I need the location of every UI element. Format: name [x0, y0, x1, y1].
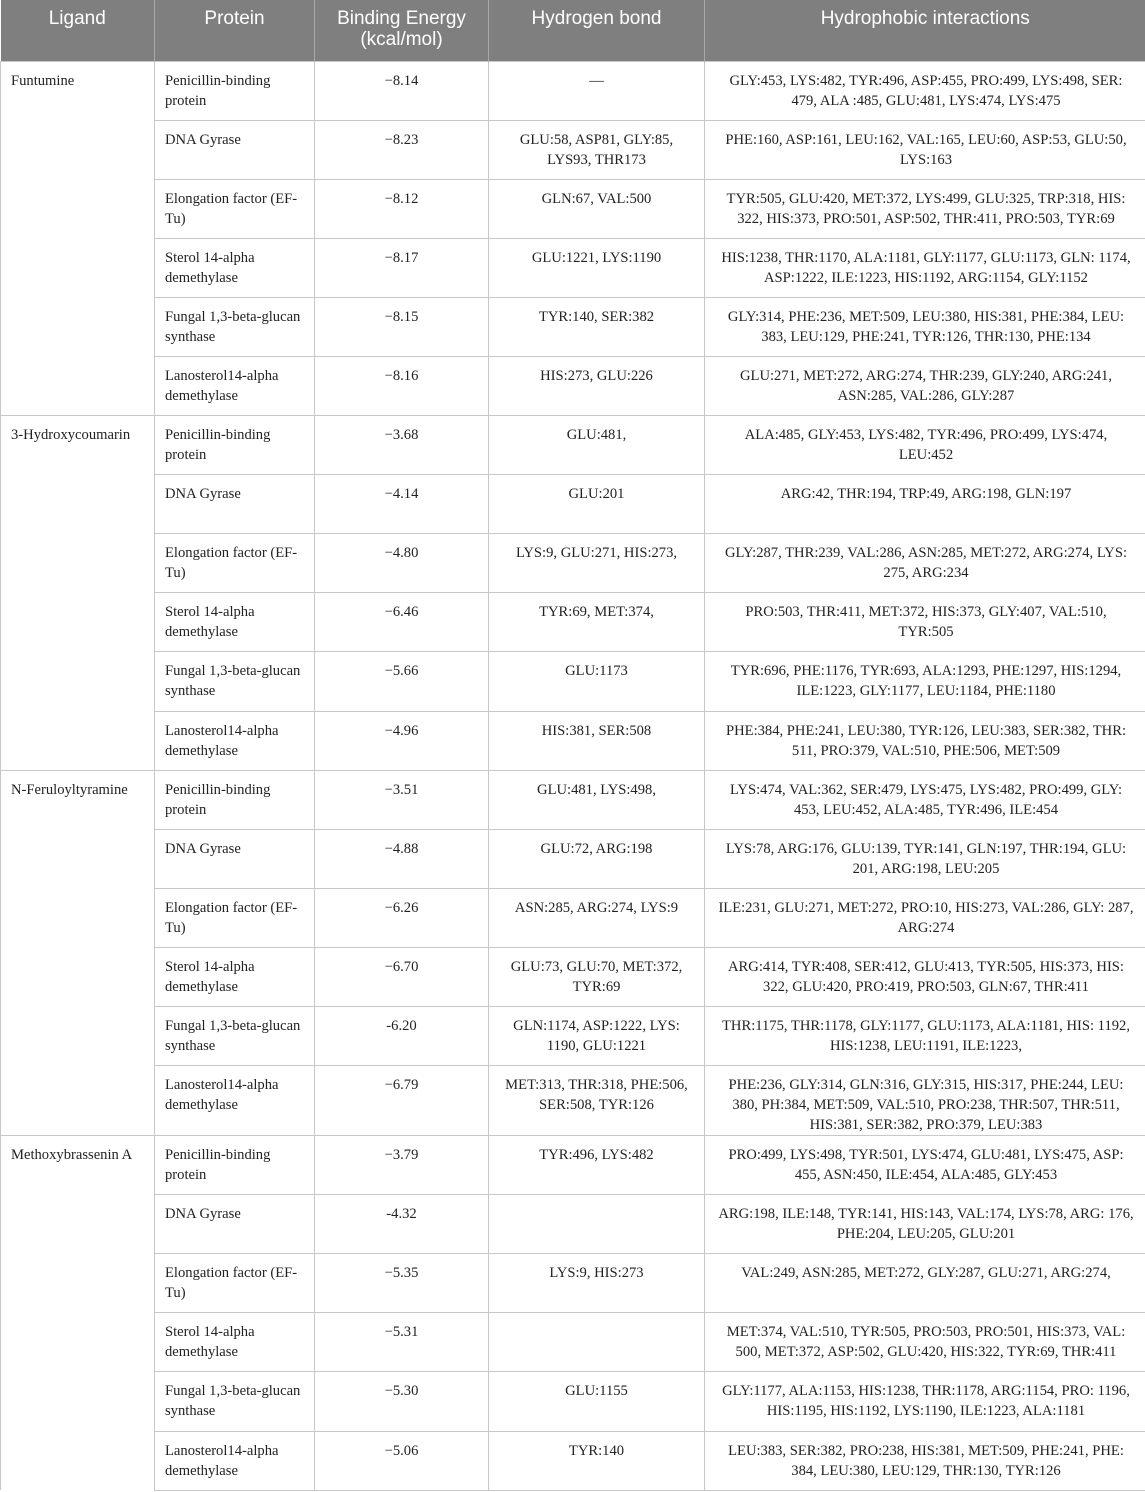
hydrogen-bond-cell: GLU:1155 [489, 1372, 705, 1431]
binding-energy-cell: −8.12 [315, 179, 489, 238]
binding-energy-cell: −8.16 [315, 356, 489, 415]
protein-cell: Sterol 14-alpha demethylase [155, 238, 315, 297]
header-binding-energy: Binding Energy (kcal/mol) [315, 0, 489, 61]
table-row [1, 652, 1145, 711]
binding-energy-cell: −6.46 [315, 593, 489, 652]
hydrophobic-interactions-cell: ARG:414, TYR:408, SER:412, GLU:413, TYR:505, HIS:373, HIS: 322, GLU:420, PRO:419, PRO:503, GLN:67, THR:411 [705, 947, 1145, 1006]
binding-energy-cell: -4.32 [315, 1195, 489, 1254]
hydrophobic-interactions-cell: PHE:384, PHE:241, LEU:380, TYR:126, LEU:383, SER:382, THR: 511, PRO:379, VAL:510, PHE:506, MET:509 [705, 711, 1145, 770]
binding-energy-cell: −5.31 [315, 1313, 489, 1372]
hydrophobic-interactions-cell: ALA:485, GLY:453, LYS:482, TYR:496, PRO:499, LYS:474, LEU:452 [705, 416, 1145, 475]
binding-energy-cell: −4.88 [315, 829, 489, 888]
binding-energy-cell: −8.17 [315, 238, 489, 297]
hydrophobic-interactions-cell: ILE:231, GLU:271, MET:272, PRO:10, HIS:273, VAL:286, GLY: 287, ARG:274 [705, 888, 1145, 947]
table-row [1, 238, 1145, 297]
hydrogen-bond-cell: TYR:140, SER:382 [489, 297, 705, 356]
hydrogen-bond-cell: — [489, 61, 705, 120]
hydrogen-bond-cell: TYR:69, MET:374, [489, 593, 705, 652]
table-row [1, 770, 1145, 829]
ligand-cell: 3-Hydroxycoumarin [1, 416, 155, 771]
hydrogen-bond-cell: GLU:73, GLU:70, MET:372, TYR:69 [489, 947, 705, 1006]
table-row [1, 711, 1145, 770]
table-row [1, 1372, 1145, 1431]
hydrogen-bond-cell: GLU:201 [489, 475, 705, 534]
protein-cell: Sterol 14-alpha demethylase [155, 947, 315, 1006]
protein-cell: Fungal 1,3-beta-glucan synthase [155, 1007, 315, 1066]
binding-energy-cell: −8.14 [315, 61, 489, 120]
hydrophobic-interactions-cell: THR:1175, THR:1178, GLY:1177, GLU:1173, ALA:1181, HIS: 1192, HIS:1238, LEU:1191, ILE:1223, [705, 1007, 1145, 1066]
table-row [1, 297, 1145, 356]
hydrophobic-interactions-cell: HIS:1238, THR:1170, ALA:1181, GLY:1177, GLU:1173, GLN: 1174, ASP:1222, ILE:1223, HIS:1192, ARG:1154, GLY:1152 [705, 238, 1145, 297]
binding-energy-cell: −3.79 [315, 1136, 489, 1195]
binding-energy-cell: −6.70 [315, 947, 489, 1006]
header-row [1, 0, 1145, 61]
hydrogen-bond-cell: ASN:285, ARG:274, LYS:9 [489, 888, 705, 947]
ligand-cell: N-Feruloyltyramine [1, 770, 155, 1135]
hydrogen-bond-cell: GLN:1174, ASP:1222, LYS: 1190, GLU:1221 [489, 1007, 705, 1066]
table-body [1, 61, 1145, 1490]
table-row [1, 888, 1145, 947]
protein-cell: Lanosterol14-alpha demethylase [155, 711, 315, 770]
binding-energy-cell: −6.79 [315, 1066, 489, 1136]
protein-cell: Elongation factor (EF-Tu) [155, 1254, 315, 1313]
ligand-cell: Funtumine [1, 61, 155, 416]
table-row [1, 1007, 1145, 1066]
table-row [1, 416, 1145, 475]
binding-energy-cell: −4.14 [315, 475, 489, 534]
binding-energy-cell: −8.23 [315, 120, 489, 179]
hydrogen-bond-cell: GLN:67, VAL:500 [489, 179, 705, 238]
table-row [1, 829, 1145, 888]
hydrogen-bond-cell: GLU:58, ASP81, GLY:85, LYS93, THR173 [489, 120, 705, 179]
protein-cell: Elongation factor (EF-Tu) [155, 534, 315, 593]
hydrogen-bond-cell: TYR:496, LYS:482 [489, 1136, 705, 1195]
protein-cell: DNA Gyrase [155, 475, 315, 534]
hydrophobic-interactions-cell: LYS:78, ARG:176, GLU:139, TYR:141, GLN:197, THR:194, GLU: 201, ARG:198, LEU:205 [705, 829, 1145, 888]
table-row [1, 120, 1145, 179]
hydrophobic-interactions-cell: ARG:42, THR:194, TRP:49, ARG:198, GLN:197 [705, 475, 1145, 534]
hydrogen-bond-cell: GLU:481, [489, 416, 705, 475]
binding-energy-cell: −4.96 [315, 711, 489, 770]
table-row [1, 947, 1145, 1006]
hydrogen-bond-cell: GLU:1173 [489, 652, 705, 711]
hydrophobic-interactions-cell: GLY:1177, ALA:1153, HIS:1238, THR:1178, ARG:1154, PRO: 1196, HIS:1195, HIS:1192, LYS:1190, ILE:1223, ALA:1181 [705, 1372, 1145, 1431]
hydrophobic-interactions-cell: PHE:236, GLY:314, GLN:316, GLY:315, HIS:317, PHE:244, LEU: 380, PH:384, MET:509, VAL:510, PRO:238, THR:507, THR:511, HIS:381, SER:382, PRO:379, LEU:383 [705, 1066, 1145, 1136]
table-row [1, 1431, 1145, 1490]
hydrophobic-interactions-cell: MET:374, VAL:510, TYR:505, PRO:503, PRO:501, HIS:373, VAL: 500, MET:372, ASP:502, GLU:420, HIS:322, TYR:69, THR:411 [705, 1313, 1145, 1372]
protein-cell: Penicillin-binding protein [155, 416, 315, 475]
hydrophobic-interactions-cell: GLY:453, LYS:482, TYR:496, ASP:455, PRO:499, LYS:498, SER: 479, ALA :485, GLU:481, LYS:474, LYS:475 [705, 61, 1145, 120]
protein-cell: Elongation factor (EF-Tu) [155, 179, 315, 238]
table-row [1, 1136, 1145, 1195]
protein-cell: Fungal 1,3-beta-glucan synthase [155, 297, 315, 356]
protein-cell: Lanosterol14-alpha demethylase [155, 1066, 315, 1136]
protein-cell: DNA Gyrase [155, 120, 315, 179]
hydrogen-bond-cell: GLU:1221, LYS:1190 [489, 238, 705, 297]
protein-cell: Elongation factor (EF-Tu) [155, 888, 315, 947]
binding-energy-cell: −5.30 [315, 1372, 489, 1431]
table-row [1, 179, 1145, 238]
table-row [1, 1066, 1145, 1136]
table-row [1, 1195, 1145, 1254]
hydrophobic-interactions-cell: VAL:249, ASN:285, MET:272, GLY:287, GLU:271, ARG:274, [705, 1254, 1145, 1313]
protein-cell: Fungal 1,3-beta-glucan synthase [155, 1372, 315, 1431]
hydrogen-bond-cell: LYS:9, HIS:273 [489, 1254, 705, 1313]
hydrogen-bond-cell: GLU:72, ARG:198 [489, 829, 705, 888]
protein-cell: DNA Gyrase [155, 829, 315, 888]
hydrogen-bond-cell: MET:313, THR:318, PHE:506, SER:508, TYR:126 [489, 1066, 705, 1136]
binding-energy-cell: −3.68 [315, 416, 489, 475]
table-row [1, 593, 1145, 652]
header-protein: Protein [155, 0, 315, 61]
binding-energy-cell: −4.80 [315, 534, 489, 593]
binding-energy-cell: −5.66 [315, 652, 489, 711]
ligand-cell: Methoxybrassenin A [1, 1136, 155, 1491]
hydrophobic-interactions-cell: PRO:503, THR:411, MET:372, HIS:373, GLY:407, VAL:510, TYR:505 [705, 593, 1145, 652]
table-row [1, 356, 1145, 415]
table-row [1, 1254, 1145, 1313]
hydrophobic-interactions-cell: TYR:696, PHE:1176, TYR:693, ALA:1293, PHE:1297, HIS:1294, ILE:1223, GLY:1177, LEU:1184, PHE:1180 [705, 652, 1145, 711]
table-row [1, 61, 1145, 120]
hydrogen-bond-cell: GLU:481, LYS:498, [489, 770, 705, 829]
hydrogen-bond-cell [489, 1195, 705, 1254]
hydrophobic-interactions-cell: LYS:474, VAL:362, SER:479, LYS:475, LYS:482, PRO:499, GLY: 453, LEU:452, ALA:485, TYR:496, ILE:454 [705, 770, 1145, 829]
hydrophobic-interactions-cell: PHE:160, ASP:161, LEU:162, VAL:165, LEU:60, ASP:53, GLU:50, LYS:163 [705, 120, 1145, 179]
header-hydrogen-bond: Hydrogen bond [489, 0, 705, 61]
hydrophobic-interactions-cell: GLY:287, THR:239, VAL:286, ASN:285, MET:272, ARG:274, LYS: 275, ARG:234 [705, 534, 1145, 593]
protein-cell: Fungal 1,3-beta-glucan synthase [155, 652, 315, 711]
table-row [1, 475, 1145, 534]
protein-cell: Sterol 14-alpha demethylase [155, 593, 315, 652]
hydrophobic-interactions-cell: GLY:314, PHE:236, MET:509, LEU:380, HIS:381, PHE:384, LEU: 383, LEU:129, PHE:241, TYR:126, THR:130, PHE:134 [705, 297, 1145, 356]
protein-cell: Sterol 14-alpha demethylase [155, 1313, 315, 1372]
protein-cell: Lanosterol14-alpha demethylase [155, 1431, 315, 1490]
hydrophobic-interactions-cell: LEU:383, SER:382, PRO:238, HIS:381, MET:509, PHE:241, PHE: 384, LEU:380, LEU:129, THR:130, TYR:126 [705, 1431, 1145, 1490]
hydrophobic-interactions-cell: GLU:271, MET:272, ARG:274, THR:239, GLY:240, ARG:241, ASN:285, VAL:286, GLY:287 [705, 356, 1145, 415]
hydrophobic-interactions-cell: PRO:499, LYS:498, TYR:501, LYS:474, GLU:481, LYS:475, ASP: 455, ASN:450, ILE:454, ALA:485, GLY:453 [705, 1136, 1145, 1195]
protein-cell: Penicillin-binding protein [155, 770, 315, 829]
binding-energy-cell: −3.51 [315, 770, 489, 829]
hydrogen-bond-cell: HIS:381, SER:508 [489, 711, 705, 770]
header-ligand: Ligand [1, 0, 155, 61]
protein-cell: Lanosterol14-alpha demethylase [155, 356, 315, 415]
hydrogen-bond-cell: LYS:9, GLU:271, HIS:273, [489, 534, 705, 593]
protein-cell: Penicillin-binding protein [155, 61, 315, 120]
binding-energy-cell: -6.20 [315, 1007, 489, 1066]
protein-cell: Penicillin-binding protein [155, 1136, 315, 1195]
binding-energy-cell: −5.35 [315, 1254, 489, 1313]
binding-energy-cell: −5.06 [315, 1431, 489, 1490]
hydrophobic-interactions-cell: ARG:198, ILE:148, TYR:141, HIS:143, VAL:174, LYS:78, ARG: 176, PHE:204, LEU:205, GLU:201 [705, 1195, 1145, 1254]
header-hydrophobic-interactions: Hydrophobic interactions [705, 0, 1145, 61]
table-row [1, 1313, 1145, 1372]
binding-energy-cell: −8.15 [315, 297, 489, 356]
protein-cell: DNA Gyrase [155, 1195, 315, 1254]
hydrogen-bond-cell [489, 1313, 705, 1372]
hydrogen-bond-cell: HIS:273, GLU:226 [489, 356, 705, 415]
binding-energy-cell: −6.26 [315, 888, 489, 947]
hydrogen-bond-cell: TYR:140 [489, 1431, 705, 1490]
table-row [1, 534, 1145, 593]
hydrophobic-interactions-cell: TYR:505, GLU:420, MET:372, LYS:499, GLU:325, TRP:318, HIS: 322, HIS:373, PRO:501, ASP:502, THR:411, PRO:503, TYR:69 [705, 179, 1145, 238]
